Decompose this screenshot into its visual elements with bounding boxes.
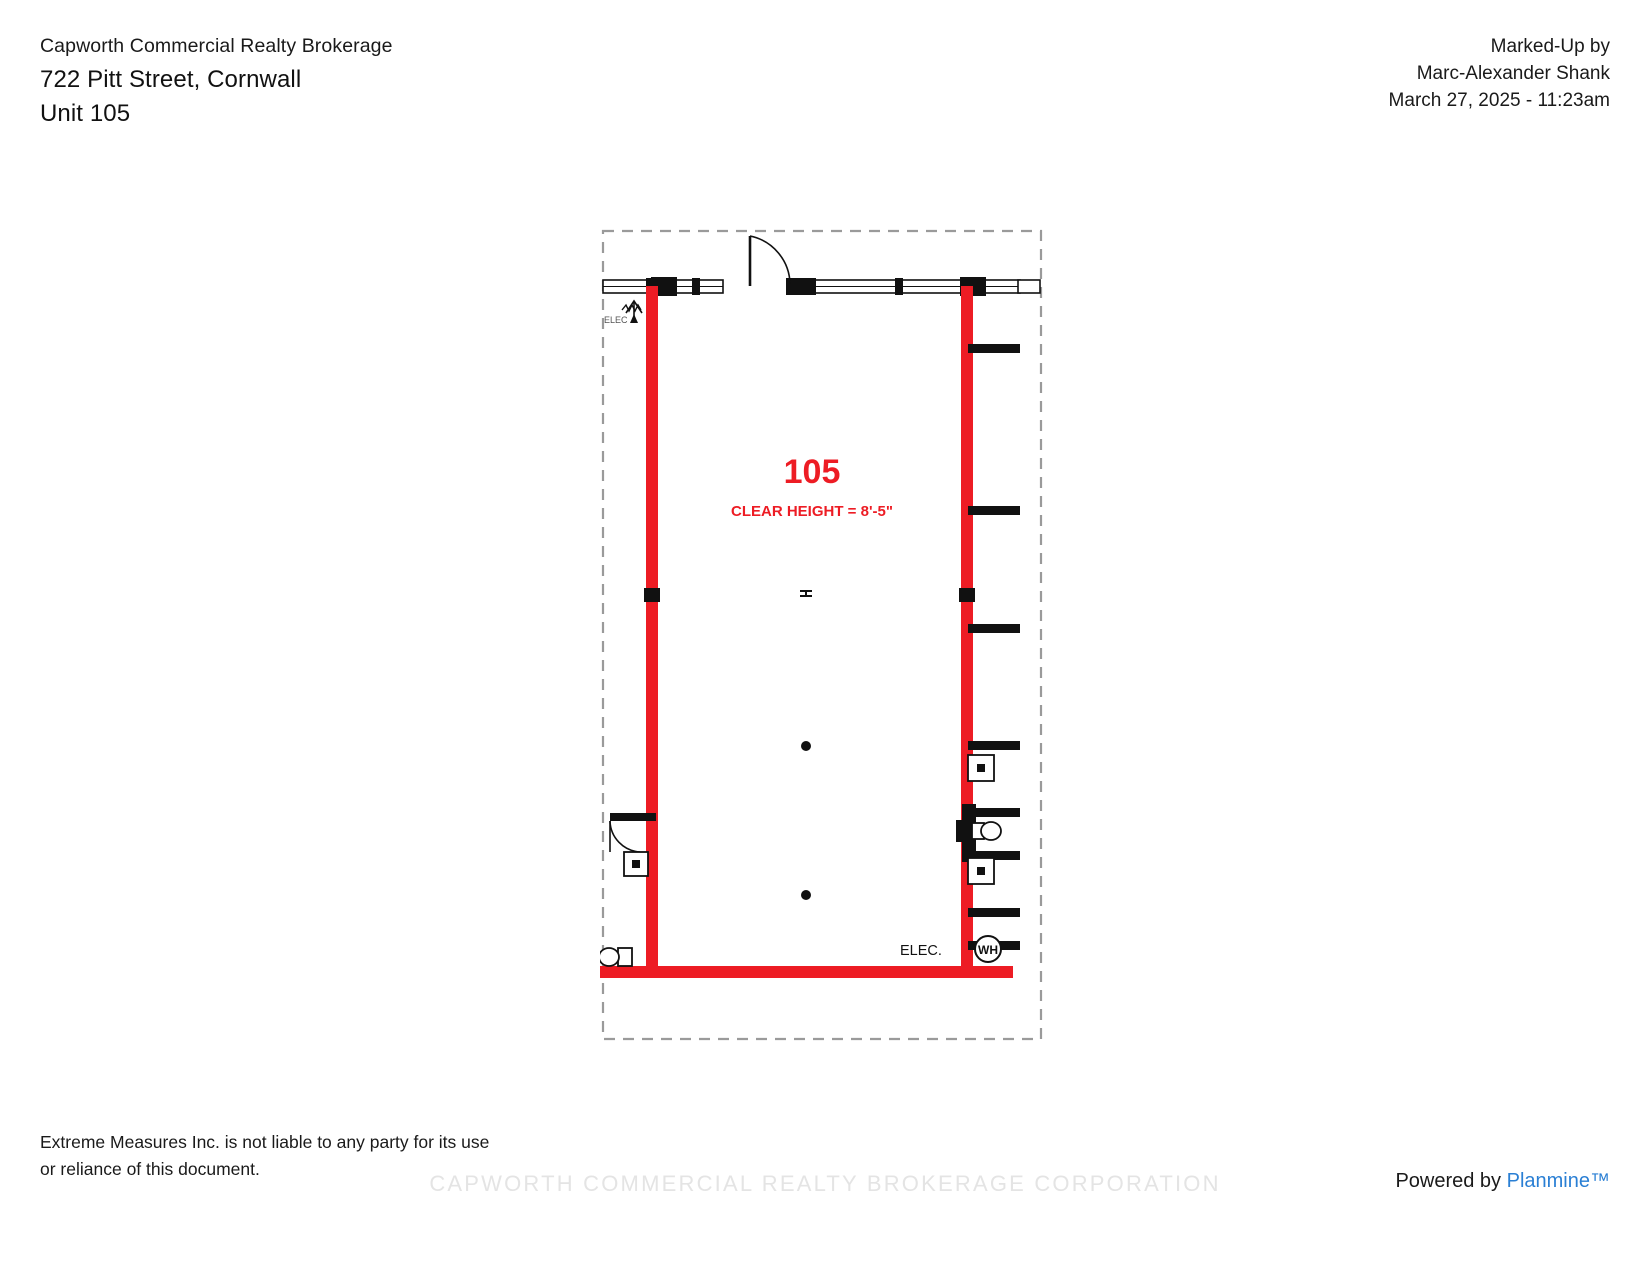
sink-right-lower	[968, 858, 994, 884]
sink-right-upper	[968, 755, 994, 781]
property-address: 722 Pitt Street, Cornwall	[40, 65, 302, 93]
clear-height-label: CLEAR HEIGHT = 8'-5"	[731, 503, 893, 520]
sprinkler-symbol	[604, 301, 642, 325]
disclaimer-line-1: Extreme Measures Inc. is not liable to any party for its use	[40, 1131, 490, 1152]
watermark-text: CAPWORTH COMMERCIAL REALTY BROKERAGE CORPORATION	[429, 1171, 1221, 1196]
water-heater-label: WH	[978, 943, 998, 957]
top-window-wall	[603, 277, 1040, 296]
svg-text:ELEC: ELEC	[604, 315, 628, 325]
water-heater-symbol	[975, 936, 1001, 962]
markup-label: Marked-Up by	[1490, 36, 1610, 57]
header-left-block	[40, 34, 393, 130]
brokerage-name: Capworth Commercial Realty Brokerage	[40, 35, 393, 57]
markup-datetime: March 27, 2025 - 11:23am	[1388, 89, 1610, 111]
footer-disclaimer	[40, 1129, 489, 1183]
powered-by-prefix: Powered by	[1395, 1170, 1507, 1192]
toilet-right	[956, 820, 1001, 842]
powered-by-label	[1395, 1170, 1610, 1193]
toilet-bottom-left	[600, 948, 632, 966]
entry-door	[750, 236, 790, 286]
unit-number-label: 105	[783, 453, 841, 491]
electrical-label: ELEC.	[900, 943, 942, 959]
floorplan-drawing	[600, 228, 1050, 1043]
markup-author: Marc-Alexander Shank	[1416, 62, 1610, 84]
planmine-brand: Planmine™	[1506, 1170, 1610, 1192]
ceiling-fixture-symbols	[800, 591, 812, 900]
header-right-block	[1389, 34, 1610, 115]
disclaimer-line-2: or reliance of this document.	[40, 1158, 260, 1179]
unit-outline-red	[600, 286, 1013, 978]
unit-label: Unit 105	[40, 100, 131, 128]
